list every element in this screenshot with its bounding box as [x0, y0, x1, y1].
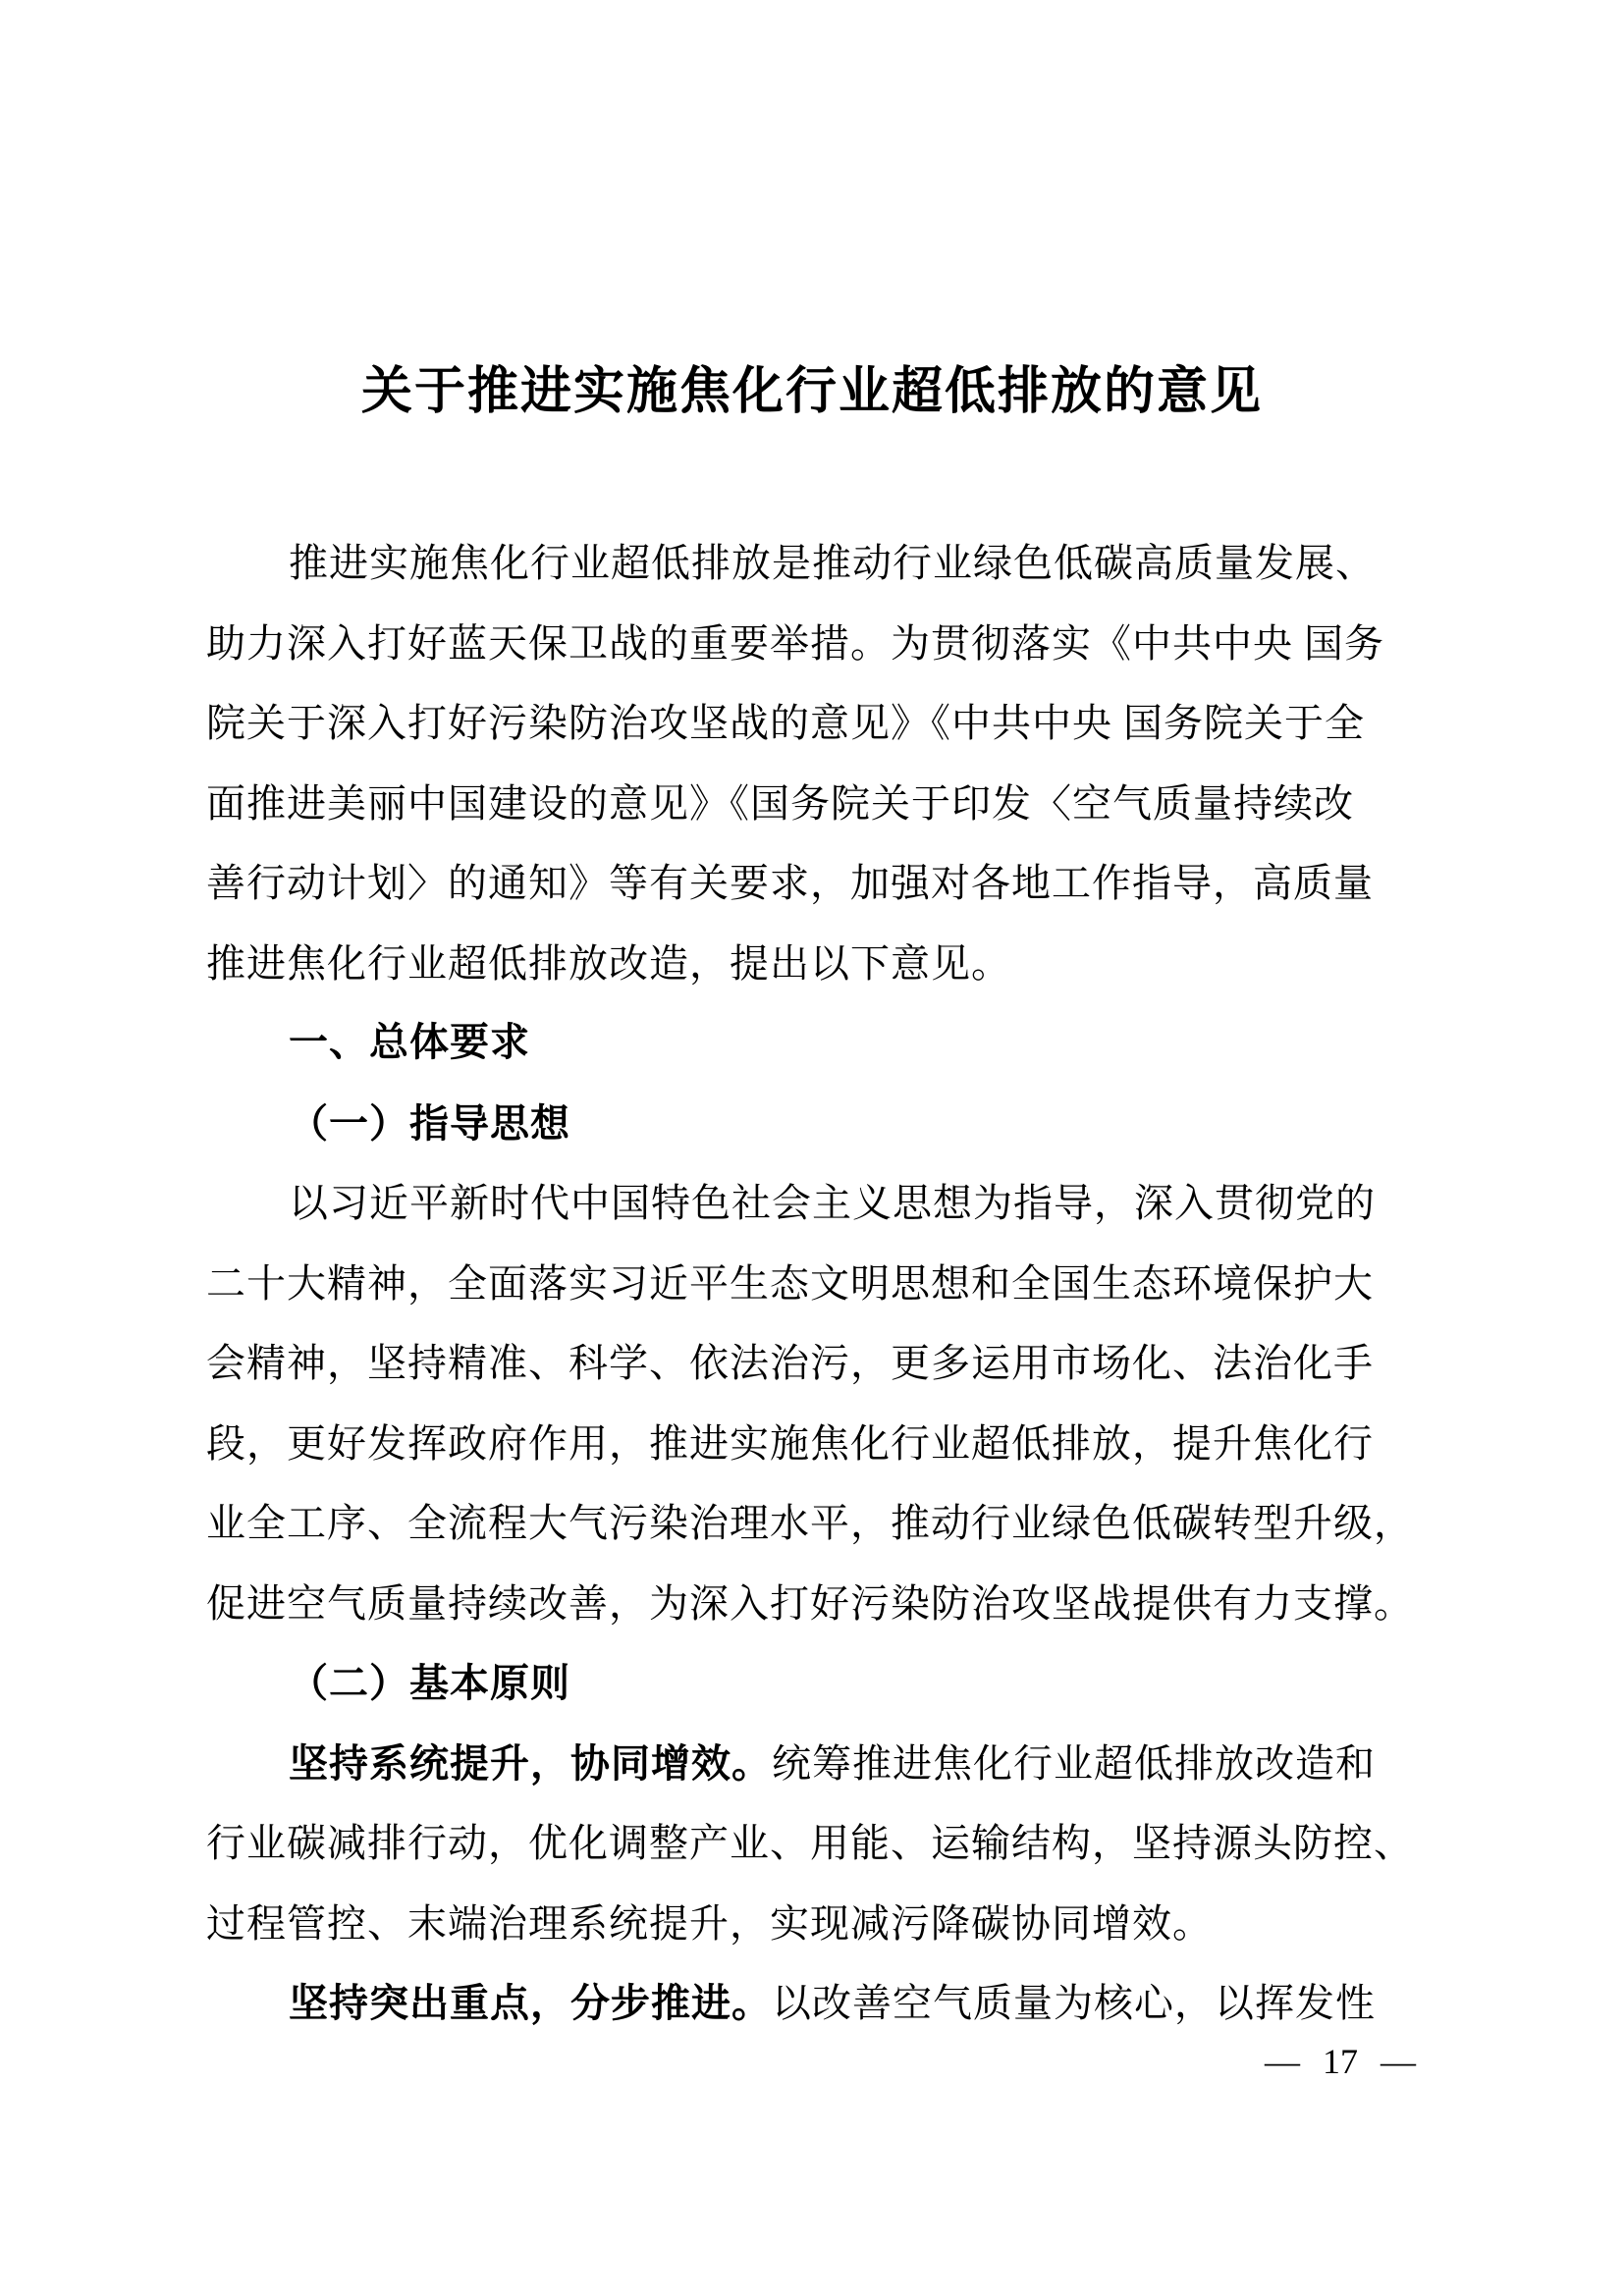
- bold-lead-text: 坚持系统提升，协同增效。: [289, 1741, 772, 1786]
- text-line: 推进焦化行业超低排放改造，提出以下意见。: [206, 940, 1011, 986]
- document-title: 关于推进实施焦化行业超低排放的意见: [360, 363, 1263, 420]
- text-line: 过程管控、末端治理系统提升，实现减污降碳协同增效。: [206, 1900, 1213, 1946]
- text-line: 会精神，坚持精准、科学、依法治污，更多运用市场化、法治化手: [206, 1341, 1374, 1385]
- text-line: 段，更好发挥政府作用，推进实施焦化行业超低排放，提升焦化行: [206, 1420, 1374, 1466]
- subsection-heading: （一）指导思想: [289, 1100, 570, 1146]
- page-number: — 17 —: [1265, 2042, 1416, 2081]
- text-line: 助力深入打好蓝天保卫战的重要举措。为贯彻落实《中共中央 国务: [206, 620, 1384, 666]
- text-line: 二十大精神，全面落实习近平生态文明思想和全国生态环境保护大: [206, 1260, 1374, 1306]
- line-text: 以改善空气质量为核心，以挥发性: [772, 1981, 1376, 2025]
- text-line: 以习近平新时代中国特色社会主义思想为指导，深入贯彻党的: [289, 1181, 1376, 1225]
- text-line: 行业碳减排行动，优化调整产业、用能、运输结构，坚持源头防控、: [206, 1821, 1414, 1865]
- text-line: 院关于深入打好污染防治攻坚战的意见》《中共中央 国务院关于全: [206, 701, 1365, 745]
- text-line: [206, 1724, 1424, 1804]
- text-line: [206, 1963, 1424, 2044]
- text-line: 业全工序、全流程大气污染治理水平，推动行业绿色低碳转型升级，: [206, 1501, 1414, 1545]
- subsection-heading: （二）基本原则: [289, 1661, 570, 1705]
- text-line: 善行动计划〉的通知》等有关要求，加强对各地工作指导，高质量: [206, 861, 1374, 905]
- text-line: 促进空气质量持续改善，为深入打好污染防治攻坚战提供有力支撑。: [206, 1580, 1414, 1626]
- bold-lead-text: 坚持突出重点，分步推进。: [289, 1982, 772, 2025]
- document-body: [206, 523, 1424, 2044]
- text-line: 推进实施焦化行业超低排放是推动行业绿色低碳高质量发展、: [289, 541, 1376, 585]
- line-text: 统筹推进焦化行业超低排放改造和: [772, 1740, 1376, 1786]
- text-line: 面推进美丽中国建设的意见》《国务院关于印发〈空气质量持续改: [206, 780, 1354, 826]
- section-heading: 一、总体要求: [289, 1021, 530, 1064]
